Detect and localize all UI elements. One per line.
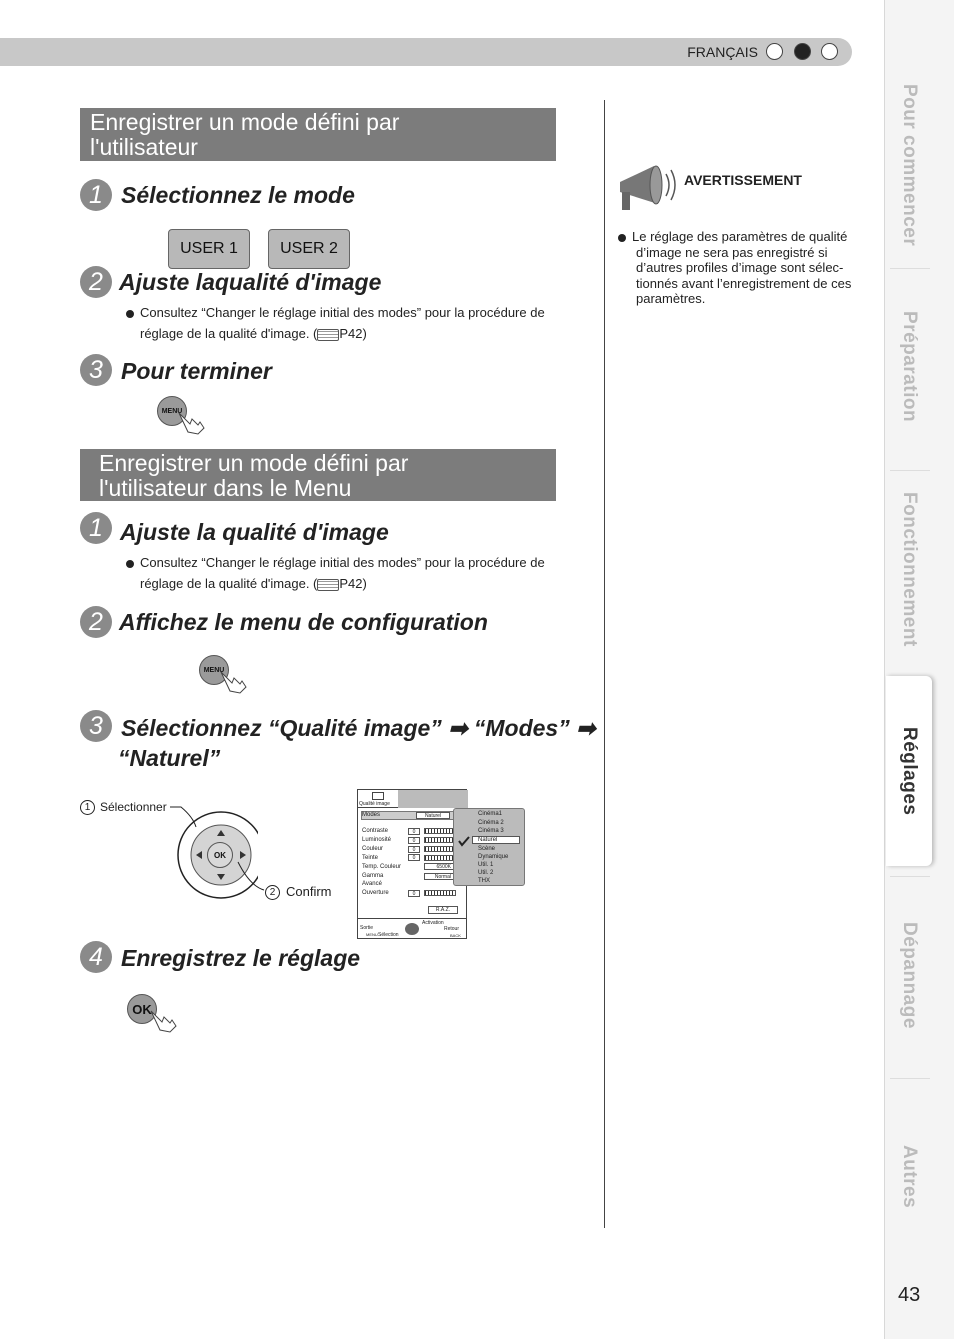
section-2-title: Enregistrer un mode défini par l'utilisateur dans le Menu bbox=[80, 449, 556, 501]
tab-pour-commencer[interactable]: Pour commencer bbox=[899, 83, 920, 247]
language-label: FRANÇAIS bbox=[687, 44, 758, 60]
osd-menu-screenshot: Qualité image Modes Naturel Contraste 0 Luminosité 0 Couleur 0 Teinte 0 Temp. Couleur 6500K Gamma Normal Avancé Ouverture 0 R.A.Z. Sortie MENU Sélection Activation Retour BACK bbox=[357, 789, 467, 939]
dpad-ok-button[interactable]: OK bbox=[207, 842, 233, 868]
step-number: 3 bbox=[80, 710, 112, 742]
step-number: 3 bbox=[80, 354, 112, 386]
tab-depannage[interactable]: Dépannage bbox=[899, 921, 920, 1029]
bullet-note: Consultez “Changer le réglage initial des modes” pour la procédure de réglage de la qualité d'image. ( P42) bbox=[126, 552, 586, 594]
megaphone-icon bbox=[614, 160, 680, 214]
step-title: Pour terminer bbox=[121, 358, 272, 384]
menu-button[interactable]: MENU bbox=[199, 655, 229, 685]
step-number: 2 bbox=[80, 266, 112, 298]
tab-preparation[interactable]: Préparation bbox=[899, 311, 920, 423]
step-title: Ajuste la qualité d'image bbox=[120, 519, 389, 545]
book-icon bbox=[317, 329, 339, 341]
section-1-title: Enregistrer un mode défini par l'utilisateur bbox=[80, 108, 556, 161]
pointing-hand-icon bbox=[148, 1008, 178, 1034]
confirm-leader-line bbox=[236, 860, 266, 892]
page-number: 43 bbox=[898, 1284, 921, 1306]
pointing-hand-icon bbox=[176, 410, 206, 436]
step-title: Affichez le menu de configuration bbox=[119, 609, 488, 635]
step-title: Sélectionnez “Qualité image” ➡ “Modes” ➡ “Naturel” bbox=[118, 715, 596, 771]
callout-number: 1 bbox=[80, 800, 95, 815]
step-number: 2 bbox=[80, 606, 112, 638]
step-title: Ajuste laqualité d'image bbox=[119, 269, 382, 295]
user2-button[interactable]: USER 2 bbox=[268, 229, 350, 269]
book-icon bbox=[317, 579, 339, 591]
column-divider bbox=[604, 100, 605, 1228]
checkmark-icon bbox=[457, 835, 471, 847]
tab-autres[interactable]: Autres bbox=[899, 1145, 920, 1209]
step-number: 1 bbox=[80, 512, 112, 544]
warning-title: AVERTISSEMENT bbox=[684, 172, 802, 188]
step-number: 4 bbox=[80, 941, 112, 973]
osd-submenu-modes: Cinéma1 Cinéma 2 Cinéma 3 Naturel Scène Dynamique Util. 1 Util. 2 THX bbox=[453, 808, 525, 886]
ok-button[interactable]: OK bbox=[127, 994, 157, 1024]
tab-fonctionnement[interactable]: Fonctionnement bbox=[899, 491, 920, 647]
confirm-label: Confirm bbox=[286, 884, 332, 899]
step-title: Sélectionnez le mode bbox=[121, 182, 355, 208]
page-indicator-dot bbox=[766, 43, 783, 60]
callout-number: 2 bbox=[265, 885, 280, 900]
warning-text: Le réglage des paramètres de qualité d’image ne sera pas enregistré si d’autres profiles d’image sont sélec- tionnés avant l’enregistrement de ces paramètres. bbox=[618, 229, 876, 307]
step-title: Enregistrez le réglage bbox=[121, 945, 361, 971]
select-label: Sélectionner bbox=[100, 800, 167, 814]
page-indicator-dot-active bbox=[794, 43, 811, 60]
menu-button[interactable]: MENU bbox=[157, 396, 187, 426]
page-indicator-dot bbox=[821, 43, 838, 60]
bullet-note: Consultez “Changer le réglage initial des modes” pour la procédure de réglage de la qualité d'image. ( P42) bbox=[126, 302, 586, 344]
osd-dpad-icon bbox=[405, 923, 419, 935]
pointing-hand-icon bbox=[218, 669, 248, 695]
osd-tab-strip bbox=[398, 790, 468, 808]
user1-button[interactable]: USER 1 bbox=[168, 229, 250, 269]
picture-icon bbox=[372, 792, 384, 800]
tab-reglages[interactable]: Réglages bbox=[886, 676, 932, 866]
step-number: 1 bbox=[80, 179, 112, 211]
